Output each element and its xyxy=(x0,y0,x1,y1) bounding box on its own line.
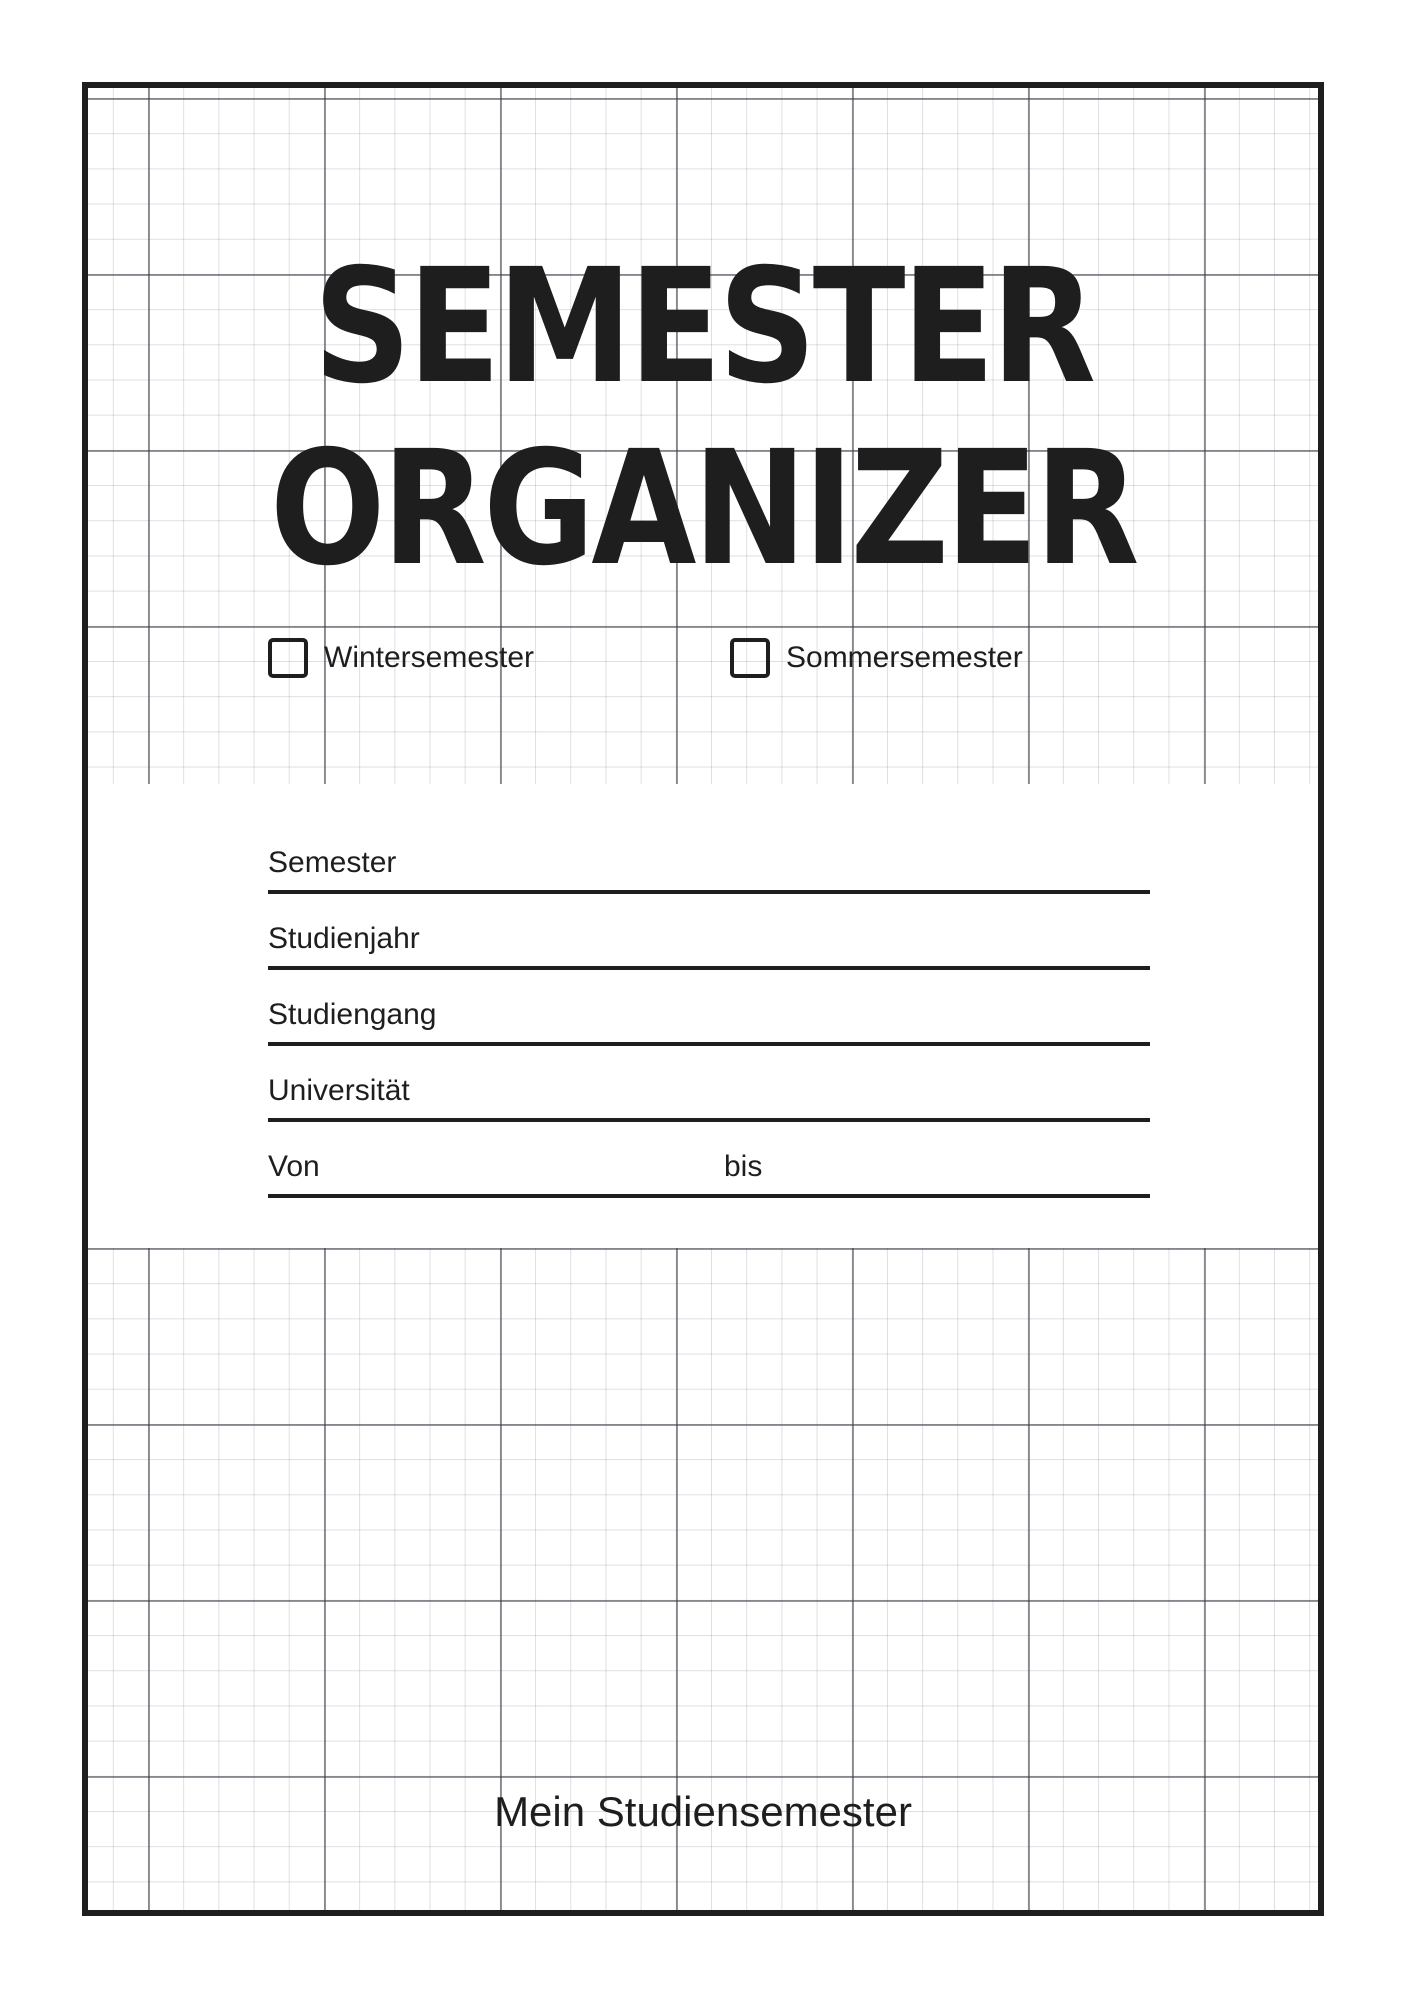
wintersemester-label: Wintersemester xyxy=(324,641,535,674)
semester-field-label: Semester xyxy=(268,846,397,879)
studienjahr-field-label: Studienjahr xyxy=(268,922,420,955)
bis-field-label: bis xyxy=(724,1150,763,1183)
option-sommersemester[interactable] xyxy=(730,638,1023,678)
von-field-label: Von xyxy=(268,1150,320,1183)
studienjahr-field[interactable] xyxy=(268,894,1150,970)
sommersemester-checkbox[interactable] xyxy=(730,638,770,678)
date-range-field[interactable] xyxy=(268,1122,1150,1198)
universitaet-field-label: Universität xyxy=(268,1074,410,1107)
title-line-2: ORGANIZER xyxy=(269,417,1137,601)
cover-frame xyxy=(82,82,1324,1916)
universitaet-field[interactable] xyxy=(268,1046,1150,1122)
sommersemester-label: Sommersemester xyxy=(786,641,1023,674)
semester-field[interactable] xyxy=(268,828,1150,894)
wintersemester-checkbox[interactable] xyxy=(268,638,308,678)
option-wintersemester[interactable] xyxy=(268,638,534,678)
studiengang-field-label: Studiengang xyxy=(268,998,437,1031)
info-fields xyxy=(268,828,1150,1198)
footer-subtitle: Mein Studiensemester xyxy=(494,1788,912,1835)
title-line-1: SEMESTER xyxy=(313,235,1093,419)
studiengang-field[interactable] xyxy=(268,970,1150,1046)
